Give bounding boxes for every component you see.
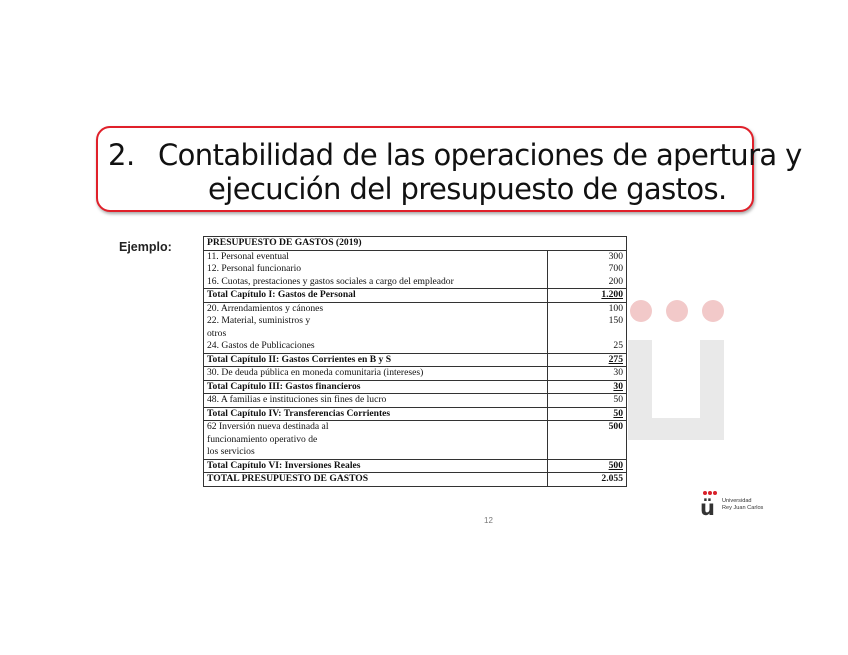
table-header: PRESUPUESTO DE GASTOS (2019) (204, 237, 627, 251)
example-label: Ejemplo: (119, 240, 172, 254)
row-description: Total Capítulo I: Gastos de Personal (204, 289, 548, 303)
page-number: 12 (484, 516, 493, 525)
row-value-text: 150 (608, 315, 623, 326)
logo-u-icon: ü (700, 496, 715, 520)
table-header-row (204, 237, 627, 251)
table-row (204, 276, 627, 289)
row-value (548, 353, 627, 367)
table-row (204, 380, 627, 394)
watermark-logo-icon (628, 300, 728, 450)
logo-text-line-1: Universidad (722, 498, 752, 504)
table-row (204, 367, 627, 381)
row-description: los servicios (204, 446, 548, 459)
row-value-text: 275 (608, 353, 623, 365)
row-value-text: 100 (608, 302, 623, 314)
university-logo (700, 489, 780, 519)
row-value (548, 263, 627, 276)
budget-table (203, 236, 627, 487)
row-value (548, 459, 627, 473)
row-description: Total Capítulo II: Gastos Corrientes en B y S (204, 353, 548, 367)
row-value (548, 340, 627, 353)
table-row (204, 407, 627, 421)
row-value (548, 446, 627, 459)
row-value-text: 700 (608, 263, 623, 274)
table-row (204, 434, 627, 447)
table-row (204, 302, 627, 315)
table-row (204, 473, 627, 487)
row-value (548, 473, 627, 487)
row-description: 48. A familias e instituciones sin fines de lucro (204, 394, 548, 408)
row-value (548, 434, 627, 447)
row-value-text: 30 (613, 367, 623, 378)
row-value (548, 407, 627, 421)
row-value (548, 250, 627, 263)
row-description: 22. Material, suministros y (204, 315, 548, 328)
row-value-text: 25 (613, 340, 623, 351)
row-value (548, 328, 627, 341)
row-value (548, 289, 627, 303)
table-row (204, 394, 627, 408)
row-description: TOTAL PRESUPUESTO DE GASTOS (204, 473, 548, 487)
row-value (548, 276, 627, 289)
row-description: 24. Gastos de Publicaciones (204, 340, 548, 353)
row-value-text: 2.055 (601, 473, 623, 484)
row-description: 62 Inversión nueva destinada al (204, 421, 548, 434)
row-description: 12. Personal funcionario (204, 263, 548, 276)
row-value-text: 30 (613, 380, 623, 392)
row-value-text: 1.200 (601, 289, 623, 300)
row-value-text: 200 (608, 275, 623, 287)
row-value (548, 302, 627, 315)
row-value (548, 315, 627, 328)
table-row (204, 353, 627, 367)
row-value (548, 367, 627, 381)
table-row (204, 421, 627, 434)
row-description: 11. Personal eventual (204, 250, 548, 263)
table-row (204, 263, 627, 276)
row-value-text: 300 (608, 250, 623, 262)
title-line-2: ejecución del presupuesto de gastos. (208, 172, 727, 206)
row-value (548, 394, 627, 408)
table-row (204, 250, 627, 263)
table-row (204, 315, 627, 328)
title-line-1: Contabilidad de las operaciones de apertura y (158, 138, 802, 172)
table-row (204, 328, 627, 341)
row-description: 20. Arrendamientos y cánones (204, 302, 548, 315)
logo-text-line-2: Rey Juan Carlos (722, 505, 764, 511)
row-description: Total Capítulo IV: Transferencias Corrientes (204, 407, 548, 421)
row-description: 16. Cuotas, prestaciones y gastos sociales a cargo del empleador (204, 276, 548, 289)
row-value-text: 500 (608, 459, 623, 471)
row-description: funcionamiento operativo de (204, 434, 548, 447)
table-row (204, 459, 627, 473)
row-value-text: 500 (608, 421, 623, 432)
title-number: 2. (108, 138, 135, 172)
row-description: Total Capítulo III: Gastos financieros (204, 380, 548, 394)
row-value-text: 50 (613, 394, 623, 405)
table-row (204, 340, 627, 353)
table-row (204, 446, 627, 459)
table-row (204, 289, 627, 303)
row-description: Total Capítulo VI: Inversiones Reales (204, 459, 548, 473)
row-value (548, 421, 627, 434)
row-value (548, 380, 627, 394)
row-description: otros (204, 328, 548, 341)
row-value-text: 50 (613, 407, 623, 419)
row-description: 30. De deuda pública en moneda comunitaria (intereses) (204, 367, 548, 381)
